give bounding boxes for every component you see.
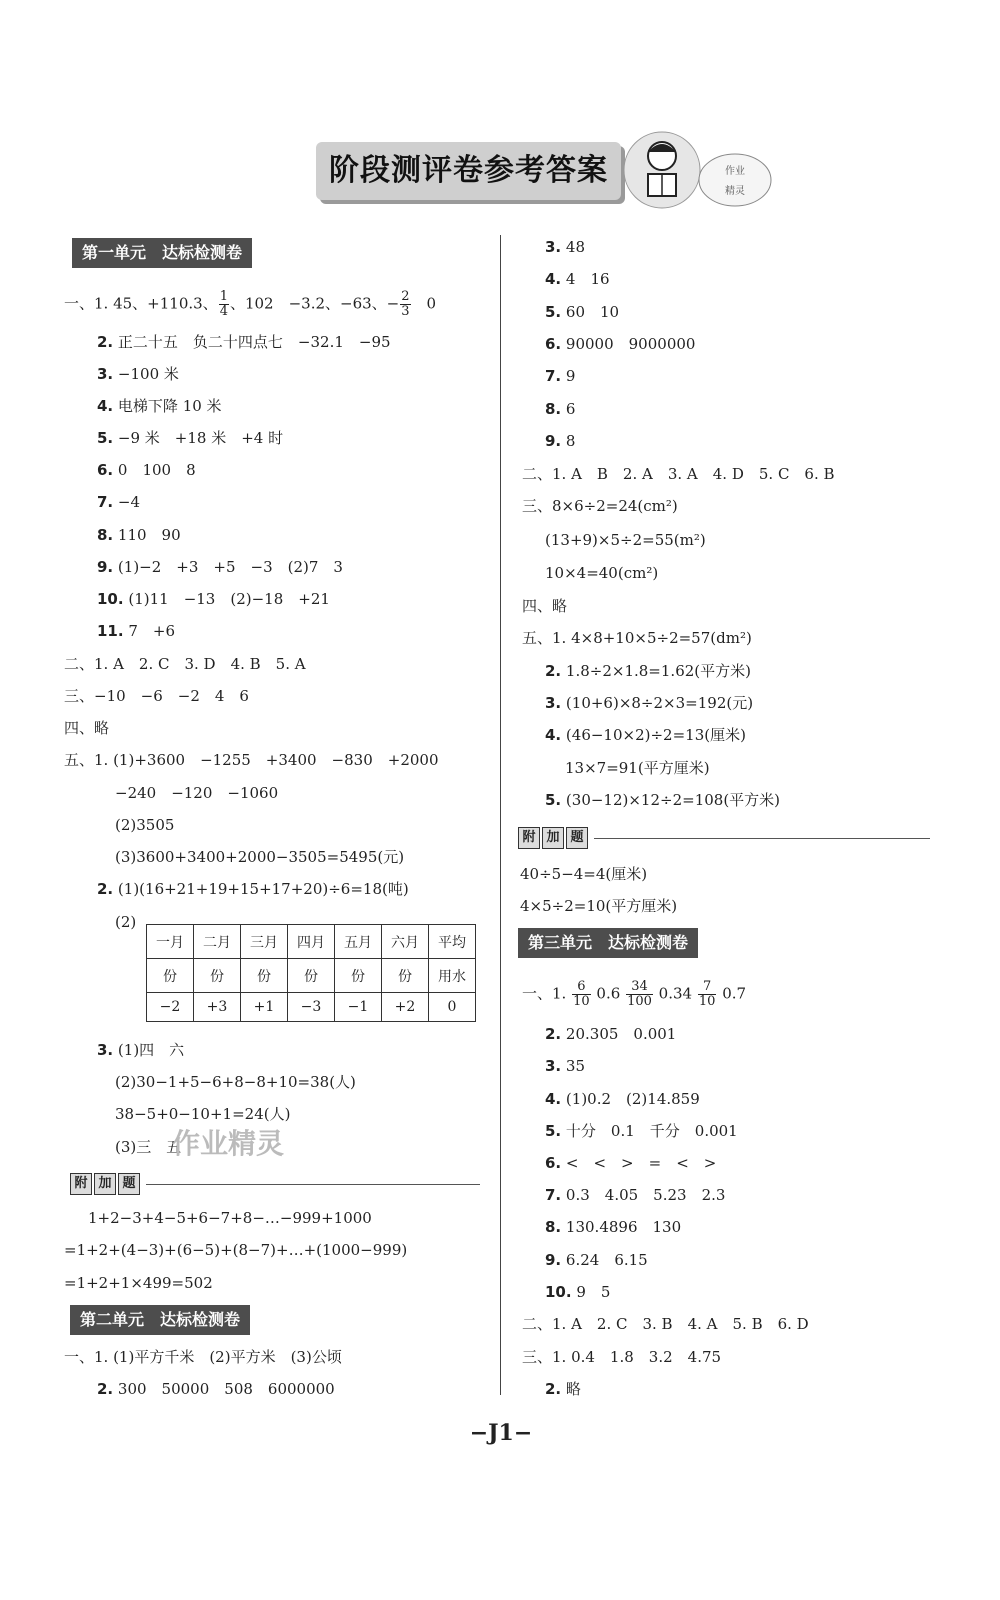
r-u2-section-3b: (13+9)×5÷2=55(m²) xyxy=(545,531,706,549)
u1-section-5-2a: 2. (1)(16+21+19+15+17+20)÷6=18(吨) xyxy=(97,880,409,898)
page-number: −J1− xyxy=(469,1420,533,1446)
sticker-top-text: 作业 xyxy=(725,166,745,177)
unit3-section-header xyxy=(518,928,740,958)
bonus-2-line-2: 4×5÷2=10(平方厘米) xyxy=(520,897,678,915)
u1-section-2: 二、1. A 2. C 3. D 4. B 5. A xyxy=(64,655,306,673)
r-u2-line-5: 5. 60 10 xyxy=(545,303,620,321)
r-u3-section-3-1: 三、1. 0.4 1.8 3.2 4.75 xyxy=(522,1348,722,1366)
bonus-1-line-1: 1+2−3+4−5+6−7+8−…−999+1000 xyxy=(88,1209,372,1227)
r-u2-section-5-4b: 13×7=91(平方厘米) xyxy=(565,759,710,777)
table-header-row-2: 份 份 份 份 份 份 用水 xyxy=(147,959,476,993)
r-u3-line-9: 9. 6.24 6.15 xyxy=(545,1251,648,1269)
r-u2-line-4: 4. 4 16 xyxy=(545,270,610,288)
column-divider xyxy=(500,235,501,1395)
r-u3-line-1: 一、1. $\frac{6}{10}$ 0.6 $\frac{34}{100}$ 0.34 $\frac{7}{10}$ 0.7 xyxy=(522,979,747,1009)
u1-line-11: 11. 7 +6 xyxy=(97,622,176,640)
u1-line-7: 7. −4 xyxy=(97,493,141,511)
r-u2-section-5-1: 五、1. 4×8+10×5÷2=57(dm²) xyxy=(522,629,752,647)
u1-section-5-3a: 3. (1)四 六 xyxy=(97,1041,185,1059)
unit3-title: 第三单元 达标检测卷 xyxy=(518,928,698,958)
bonus-1-line-3: =1+2+1×499=502 xyxy=(64,1274,213,1292)
unit2-section-header xyxy=(70,1305,285,1335)
u1-section-3: 三、−10 −6 −2 4 6 xyxy=(64,687,249,705)
u1-line-6: 6. 0 100 8 xyxy=(97,461,196,479)
u2-line-1: 一、1. (1)平方千米 (2)平方米 (3)公顷 xyxy=(64,1348,342,1366)
r-u3-section-3-2: 2. 略 xyxy=(545,1380,581,1398)
sticker-bottom-text: 精灵 xyxy=(725,186,745,197)
u1-line-9: 9. (1)−2 +3 +5 −3 (2)7 3 xyxy=(97,558,343,576)
bonus-section-header-2: 附 加 题 xyxy=(518,826,930,850)
r-u2-section-2: 二、1. A B 2. A 3. A 4. D 5. C 6. B xyxy=(522,465,835,483)
r-u2-line-6: 6. 90000 9000000 xyxy=(545,335,696,353)
u1-line-2: 2. 正二十五 负二十四点七 −32.1 −95 xyxy=(97,333,391,351)
fraction: $\frac{6}{10}$ xyxy=(573,979,590,1009)
water-usage-table xyxy=(146,924,476,1022)
sticker-badge xyxy=(695,150,775,210)
r-u2-section-3c: 10×4=40(cm²) xyxy=(545,564,659,582)
page-title: 阶段测评卷参考答案 xyxy=(316,142,621,200)
u1-section-4: 四、略 xyxy=(64,719,110,737)
watermark: 作业精灵 xyxy=(172,1127,285,1160)
r-u2-line-9: 9. 8 xyxy=(545,432,576,450)
u1-section-5-1d: (3)3600+3400+2000−3505=5495(元) xyxy=(115,848,405,866)
unit2-title: 第二单元 达标检测卷 xyxy=(70,1305,250,1335)
r-u2-line-7: 7. 9 xyxy=(545,367,576,385)
u1-line-1: 一、1. 45、+110.3、 $\frac{1}{4}$ 、102 −3.2、−63、− $\frac{2}{3}$ 0 xyxy=(64,289,437,319)
r-u3-section-2: 二、1. A 2. C 3. B 4. A 5. B 6. D xyxy=(522,1315,809,1333)
u1-section-5-3c: 38−5+0−10+1=24(人) xyxy=(115,1105,291,1123)
u2-line-2: 2. 300 50000 508 6000000 xyxy=(97,1380,335,1398)
u1-section-5-3d: (3)三 五 xyxy=(115,1138,182,1156)
u1-section-5-1c: (2)3505 xyxy=(115,816,175,834)
bonus-section-header-1: 附 加 题 xyxy=(70,1172,480,1196)
u1-line-4: 4. 电梯下降 10 米 xyxy=(97,397,222,415)
table-row: −2 +3 +1 −3 −1 +2 0 xyxy=(147,993,476,1022)
u1-section-5-2b: (2) xyxy=(115,913,137,931)
r-u2-section-5-4a: 4. (46−10×2)÷2=13(厘米) xyxy=(545,726,746,744)
r-u3-line-8: 8. 130.4896 130 xyxy=(545,1218,682,1236)
r-u3-line-2: 2. 20.305 0.001 xyxy=(545,1025,677,1043)
r-u2-line-3: 3. 48 xyxy=(545,238,586,256)
r-u2-section-5-3: 3. (10+6)×8÷2×3=192(元) xyxy=(545,694,754,712)
r-u2-line-8: 8. 6 xyxy=(545,400,576,418)
unit1-title: 第一单元 达标检测卷 xyxy=(72,238,252,268)
r-u3-line-7: 7. 0.3 4.05 5.23 2.3 xyxy=(545,1186,726,1204)
title-banner xyxy=(316,142,621,200)
fraction: $\frac{1}{4}$ xyxy=(219,289,228,319)
r-u2-section-5-2: 2. 1.8÷2×1.8=1.62(平方米) xyxy=(545,662,751,680)
r-u3-line-3: 3. 35 xyxy=(545,1057,586,1075)
u1-line-8: 8. 110 90 xyxy=(97,526,181,544)
fraction: $\frac{2}{3}$ xyxy=(401,289,410,319)
u1-line-3: 3. −100 米 xyxy=(97,365,179,383)
r-u2-section-4: 四、略 xyxy=(522,597,568,615)
r-u3-line-6: 6. < < > = < > xyxy=(545,1154,717,1172)
fraction: $\frac{34}{100}$ xyxy=(627,979,652,1009)
u1-section-5-1a: 五、1. (1)+3600 −1255 +3400 −830 +2000 xyxy=(64,751,439,769)
bonus-2-line-1: 40÷5−4=4(厘米) xyxy=(520,865,648,883)
u1-line-10: 10. (1)11 −13 (2)−18 +21 xyxy=(97,590,330,608)
r-u3-line-5: 5. 十分 0.1 千分 0.001 xyxy=(545,1122,738,1140)
u1-line-5: 5. −9 米 +18 米 +4 时 xyxy=(97,429,284,447)
table-header-row: 一月 二月 三月 四月 五月 六月 平均 xyxy=(147,925,476,959)
u1-section-5-1b: −240 −120 −1060 xyxy=(115,784,279,802)
r-u2-section-5-5: 5. (30−12)×12÷2=108(平方米) xyxy=(545,791,781,809)
r-u3-line-10: 10. 9 5 xyxy=(545,1283,611,1301)
reading-boy-illustration xyxy=(622,130,702,210)
bonus-1-line-2: =1+2+(4−3)+(6−5)+(8−7)+…+(1000−999) xyxy=(64,1241,408,1259)
r-u2-section-3a: 三、8×6÷2=24(cm²) xyxy=(522,497,678,515)
r-u3-line-4: 4. (1)0.2 (2)14.859 xyxy=(545,1090,700,1108)
u1-section-5-3b: (2)30−1+5−6+8−8+10=38(人) xyxy=(115,1073,356,1091)
unit1-section-header xyxy=(72,238,287,268)
fraction: $\frac{7}{10}$ xyxy=(698,979,716,1009)
